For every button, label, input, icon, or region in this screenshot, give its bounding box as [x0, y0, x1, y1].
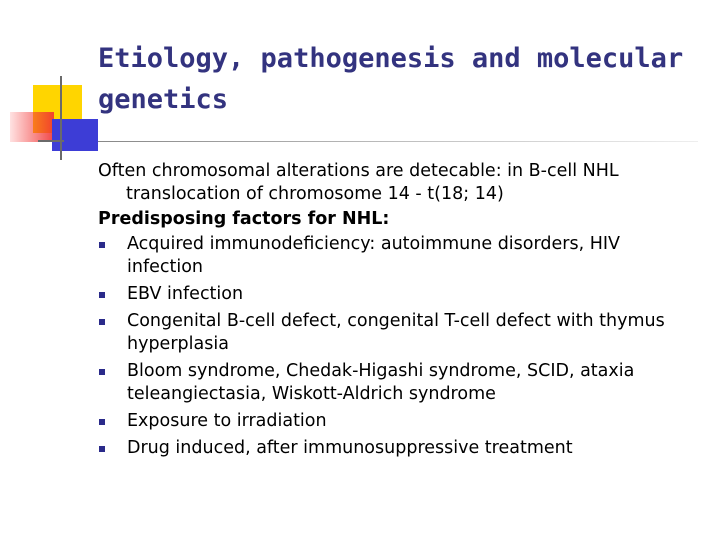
- decor-horizontal-line: [38, 140, 64, 142]
- square-bullet-icon: [99, 242, 105, 248]
- list-item-text: Exposure to irradiation: [127, 411, 327, 431]
- list-item: [98, 360, 698, 406]
- list-item-text: Congenital B-cell defect, congenital T-cell defect with thymus hyperplasia: [127, 311, 665, 354]
- list-item: [98, 233, 698, 279]
- list-item-text: EBV infection: [127, 284, 244, 304]
- decor-blue-square: [52, 119, 98, 151]
- square-bullet-icon: [99, 446, 105, 452]
- intro-paragraph: Often chromosomal alterations are detecable: in B-cell NHL translocation of chromosome 14 - t(18; 14): [98, 161, 619, 204]
- square-bullet-icon: [99, 292, 105, 298]
- list-item-text: Acquired immunodeficiency: autoimmune disorders, HIV infection: [127, 234, 620, 277]
- list-item: [98, 410, 698, 433]
- subheading: Predisposing factors for NHL:: [98, 209, 390, 229]
- list-item-text: Drug induced, after immunosuppressive treatment: [127, 438, 573, 458]
- list-item: [98, 283, 698, 306]
- list-item: [98, 437, 698, 460]
- square-bullet-icon: [99, 319, 105, 325]
- square-bullet-icon: [99, 369, 105, 375]
- slide-body: [98, 160, 698, 464]
- square-bullet-icon: [99, 419, 105, 425]
- list-item-text: Bloom syndrome, Chedak-Higashi syndrome, SCID, ataxia teleangiectasia, Wiskott-Aldrich syndrome: [127, 361, 635, 404]
- bullet-list: [98, 233, 698, 460]
- slide-title: Etiology, pathogenesis and molecular genetics: [98, 43, 684, 115]
- decor-vertical-line: [60, 76, 62, 160]
- decor-red-square: [10, 112, 54, 142]
- list-item: [98, 310, 698, 356]
- title-divider: [98, 141, 698, 142]
